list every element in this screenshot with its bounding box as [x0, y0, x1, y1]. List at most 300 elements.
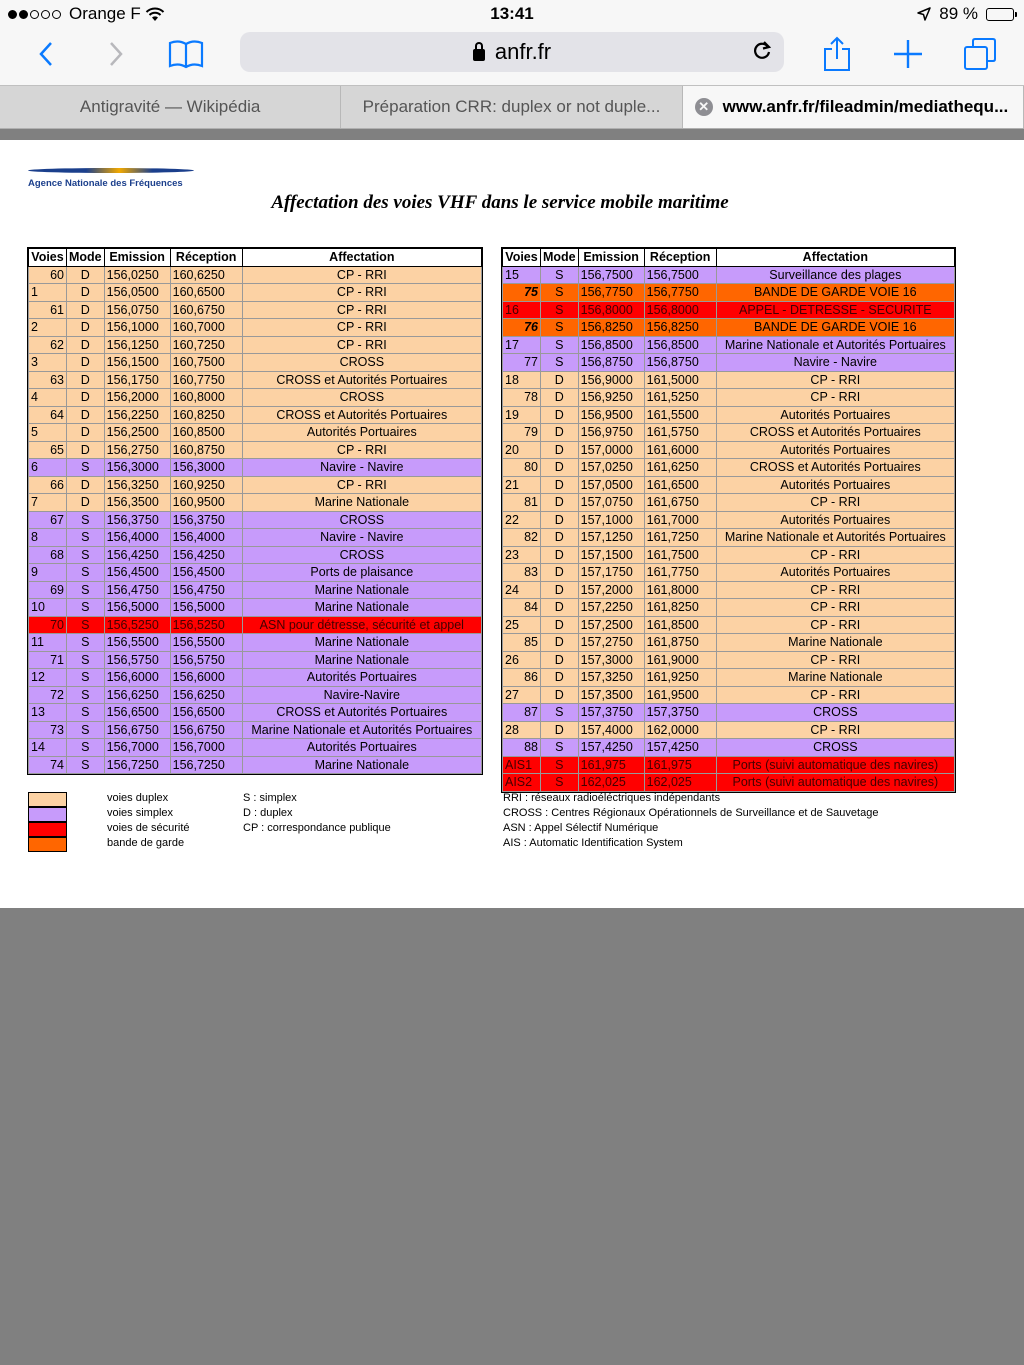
- cell-mode: D: [67, 336, 105, 354]
- table-row: [29, 371, 482, 389]
- cell-affectation: CP - RRI: [716, 371, 954, 389]
- table-row: [503, 494, 955, 512]
- cell-voie: 2: [29, 319, 67, 337]
- table-row: [29, 319, 482, 337]
- legend-swatch-duplex: [28, 792, 67, 807]
- table-row: [29, 476, 482, 494]
- cell-reception: 157,4250: [644, 739, 716, 757]
- cell-affectation: Navire - Navire: [242, 529, 481, 547]
- tab-wikipedia[interactable]: [0, 86, 341, 128]
- cell-reception: 156,6250: [170, 686, 242, 704]
- cell-voie: 83: [503, 564, 541, 582]
- cell-affectation: Autorités Portuaires: [716, 511, 954, 529]
- legend-label: voies duplex: [107, 792, 169, 804]
- cell-affectation: Marine Nationale: [242, 494, 481, 512]
- cell-reception: 156,4250: [170, 546, 242, 564]
- column-header: Emission: [104, 249, 170, 267]
- tabs-overview-button[interactable]: [960, 34, 1000, 74]
- table-row: [29, 564, 482, 582]
- cell-voie: 73: [29, 721, 67, 739]
- cell-emission: 156,1000: [104, 319, 170, 337]
- column-header: Affectation: [242, 249, 481, 267]
- cell-voie: 21: [503, 476, 541, 494]
- table-row: [29, 284, 482, 302]
- table-row: [503, 354, 955, 372]
- cell-voie: 19: [503, 406, 541, 424]
- cell-mode: D: [541, 476, 579, 494]
- cell-affectation: CP - RRI: [716, 581, 954, 599]
- cell-mode: S: [67, 616, 105, 634]
- cell-affectation: Autorités Portuaires: [242, 669, 481, 687]
- chevron-left-icon: [38, 41, 54, 67]
- legend-label: voies simplex: [107, 807, 174, 819]
- abbreviation: CROSS : Centres Régionaux Opérationnels de Surveillance et de Sauvetage: [503, 807, 879, 819]
- cell-voie: 82: [503, 529, 541, 547]
- cell-affectation: Marine Nationale: [716, 669, 954, 687]
- cell-reception: 160,7000: [170, 319, 242, 337]
- cell-reception: 161,5000: [644, 371, 716, 389]
- cell-reception: 160,6250: [170, 266, 242, 284]
- cell-emission: 157,3750: [578, 704, 644, 722]
- table-row: [503, 266, 955, 284]
- cell-emission: 156,7750: [578, 284, 644, 302]
- cell-mode: D: [541, 529, 579, 547]
- cell-reception: 161,7750: [644, 564, 716, 582]
- cell-mode: S: [541, 266, 579, 284]
- cell-mode: D: [541, 406, 579, 424]
- cell-reception: 161,5500: [644, 406, 716, 424]
- cell-emission: 156,8250: [578, 319, 644, 337]
- cell-affectation: CP - RRI: [242, 284, 481, 302]
- table-row: [29, 634, 482, 652]
- mode-legend: D : duplex: [243, 807, 293, 819]
- table-row: [29, 406, 482, 424]
- table-row: [503, 669, 955, 687]
- cell-voie: 65: [29, 441, 67, 459]
- table-row: [503, 511, 955, 529]
- column-header: Affectation: [716, 249, 954, 267]
- cell-affectation: Marine Nationale: [242, 581, 481, 599]
- cell-reception: 161,975: [644, 756, 716, 774]
- table-row: [29, 651, 482, 669]
- cell-mode: S: [541, 354, 579, 372]
- cell-voie: 8: [29, 529, 67, 547]
- cell-mode: D: [67, 389, 105, 407]
- cell-reception: 156,4000: [170, 529, 242, 547]
- cell-affectation: CP - RRI: [716, 546, 954, 564]
- forward-button[interactable]: [96, 34, 136, 74]
- legend-label: voies de sécurité: [107, 822, 190, 834]
- cell-emission: 157,4250: [578, 739, 644, 757]
- cell-affectation: CP - RRI: [242, 441, 481, 459]
- cell-voie: 4: [29, 389, 67, 407]
- cell-mode: S: [541, 739, 579, 757]
- cell-mode: S: [541, 756, 579, 774]
- cell-affectation: Navire - Navire: [716, 354, 954, 372]
- cell-mode: D: [67, 319, 105, 337]
- cell-emission: 156,1500: [104, 354, 170, 372]
- cell-emission: 156,3000: [104, 459, 170, 477]
- cell-affectation: CROSS et Autorités Portuaires: [242, 704, 481, 722]
- share-button[interactable]: [817, 34, 857, 74]
- cell-voie: 5: [29, 424, 67, 442]
- cell-emission: 157,1000: [578, 511, 644, 529]
- cell-voie: 14: [29, 739, 67, 757]
- cell-affectation: APPEL - DETRESSE - SECURITE: [716, 301, 954, 319]
- cell-affectation: Autorités Portuaires: [716, 564, 954, 582]
- tab-title: Antigravité — Wikipédia: [79, 97, 261, 116]
- cell-mode: D: [541, 564, 579, 582]
- cell-emission: 157,0500: [578, 476, 644, 494]
- cell-affectation: Surveillance des plages: [716, 266, 954, 284]
- cell-mode: S: [67, 581, 105, 599]
- cell-affectation: Marine Nationale: [242, 599, 481, 617]
- cell-emission: 156,5000: [104, 599, 170, 617]
- cell-mode: S: [541, 704, 579, 722]
- cell-voie: 78: [503, 389, 541, 407]
- cell-affectation: CROSS: [242, 354, 481, 372]
- cell-emission: 156,7250: [104, 756, 170, 774]
- cell-emission: 156,1250: [104, 336, 170, 354]
- logo-text: Agence Nationale des Fréquences: [28, 178, 183, 189]
- table-row: [29, 616, 482, 634]
- table-row: [503, 546, 955, 564]
- cell-affectation: CROSS et Autorités Portuaires: [242, 371, 481, 389]
- cell-reception: 156,4500: [170, 564, 242, 582]
- table-row: [503, 319, 955, 337]
- cell-mode: D: [67, 371, 105, 389]
- cell-affectation: CP - RRI: [242, 319, 481, 337]
- new-tab-button[interactable]: [888, 34, 928, 74]
- cell-voie: 68: [29, 546, 67, 564]
- cell-mode: S: [541, 284, 579, 302]
- cell-voie: 79: [503, 424, 541, 442]
- cell-reception: 156,6500: [170, 704, 242, 722]
- cell-voie: 69: [29, 581, 67, 599]
- cell-reception: 161,9000: [644, 651, 716, 669]
- abbreviation: AIS : Automatic Identification System: [503, 837, 683, 849]
- table-row: [503, 721, 955, 739]
- table-row: [503, 599, 955, 617]
- cell-reception: 160,9500: [170, 494, 242, 512]
- cell-voie: 1: [29, 284, 67, 302]
- channels-table-right: [502, 248, 955, 792]
- cell-voie: 77: [503, 354, 541, 372]
- cell-affectation: Marine Nationale: [716, 634, 954, 652]
- cell-mode: S: [67, 686, 105, 704]
- column-header: Voies: [29, 249, 67, 267]
- cell-mode: D: [541, 581, 579, 599]
- cell-voie: 12: [29, 669, 67, 687]
- cell-reception: 156,8500: [644, 336, 716, 354]
- legend-swatch-securite: [28, 822, 67, 837]
- cell-emission: 157,2000: [578, 581, 644, 599]
- cell-voie: 28: [503, 721, 541, 739]
- cell-reception: 161,6250: [644, 459, 716, 477]
- cell-reception: 161,8750: [644, 634, 716, 652]
- cell-affectation: CP - RRI: [716, 721, 954, 739]
- cell-affectation: Marine Nationale: [242, 651, 481, 669]
- cell-affectation: CP - RRI: [242, 336, 481, 354]
- cell-mode: D: [541, 686, 579, 704]
- table-row: [29, 354, 482, 372]
- cell-emission: 157,3000: [578, 651, 644, 669]
- cell-mode: S: [67, 651, 105, 669]
- table-row: [503, 301, 955, 319]
- cell-reception: 156,3000: [170, 459, 242, 477]
- cell-emission: 156,8500: [578, 336, 644, 354]
- url-text: anfr.fr: [494, 39, 552, 64]
- cell-emission: 157,0000: [578, 441, 644, 459]
- cell-emission: 162,025: [578, 774, 644, 792]
- cell-mode: S: [67, 669, 105, 687]
- cell-voie: 24: [503, 581, 541, 599]
- cell-emission: 156,4500: [104, 564, 170, 582]
- cell-affectation: ASN pour détresse, sécurité et appel: [242, 616, 481, 634]
- cell-emission: 156,7000: [104, 739, 170, 757]
- cell-emission: 157,3500: [578, 686, 644, 704]
- cell-affectation: CROSS et Autorités Portuaires: [242, 406, 481, 424]
- tab-anfr[interactable]: [683, 86, 1024, 128]
- close-tab-icon[interactable]: ✕: [695, 98, 713, 116]
- cell-affectation: Navire-Navire: [242, 686, 481, 704]
- battery-percentage: 89 %: [939, 4, 978, 23]
- cell-reception: 156,6000: [170, 669, 242, 687]
- cell-mode: D: [541, 721, 579, 739]
- cell-reception: 156,8750: [644, 354, 716, 372]
- cell-affectation: CROSS et Autorités Portuaires: [716, 424, 954, 442]
- table-row: [29, 599, 482, 617]
- cell-mode: S: [541, 336, 579, 354]
- cell-mode: D: [67, 301, 105, 319]
- cell-mode: D: [541, 441, 579, 459]
- cell-emission: 156,3500: [104, 494, 170, 512]
- cell-emission: 156,2250: [104, 406, 170, 424]
- cell-reception: 156,5000: [170, 599, 242, 617]
- cell-reception: 161,7000: [644, 511, 716, 529]
- cell-emission: 157,3250: [578, 669, 644, 687]
- tab-crr[interactable]: [341, 86, 682, 128]
- cell-reception: 160,9250: [170, 476, 242, 494]
- table-row: [503, 476, 955, 494]
- table-row: [29, 389, 482, 407]
- cell-voie: 70: [29, 616, 67, 634]
- cell-reception: 161,9500: [644, 686, 716, 704]
- cell-reception: 160,8250: [170, 406, 242, 424]
- table-row: [29, 581, 482, 599]
- anfr-logo: [28, 164, 194, 189]
- cell-mode: S: [67, 564, 105, 582]
- cell-voie: 72: [29, 686, 67, 704]
- cell-affectation: Marine Nationale: [242, 756, 481, 774]
- cell-mode: S: [67, 739, 105, 757]
- tab-title: Préparation CRR: duplex or not duple...: [362, 97, 661, 116]
- cell-mode: D: [541, 389, 579, 407]
- cell-voie: 23: [503, 546, 541, 564]
- chevron-right-icon: [108, 41, 124, 67]
- cell-affectation: Ports de plaisance: [242, 564, 481, 582]
- cell-emission: 156,3250: [104, 476, 170, 494]
- mode-legend: CP : correspondance publique: [243, 822, 391, 834]
- cell-reception: 160,6750: [170, 301, 242, 319]
- cell-reception: 160,8000: [170, 389, 242, 407]
- cell-voie: 10: [29, 599, 67, 617]
- cell-mode: D: [541, 634, 579, 652]
- cell-reception: 156,8250: [644, 319, 716, 337]
- abbreviation: RRI : réseaux radioéléctriques indépendants: [503, 792, 721, 804]
- cell-reception: 156,8000: [644, 301, 716, 319]
- cell-reception: 156,7500: [644, 266, 716, 284]
- cell-affectation: CROSS et Autorités Portuaires: [716, 459, 954, 477]
- cell-emission: 157,0750: [578, 494, 644, 512]
- cell-mode: D: [541, 599, 579, 617]
- cell-affectation: Navire - Navire: [242, 459, 481, 477]
- cell-mode: S: [67, 756, 105, 774]
- cell-emission: 157,1500: [578, 546, 644, 564]
- cell-reception: 160,8500: [170, 424, 242, 442]
- cell-mode: D: [541, 371, 579, 389]
- cell-reception: 160,7500: [170, 354, 242, 372]
- tab-bar: [0, 85, 1024, 129]
- cell-mode: S: [67, 634, 105, 652]
- cell-emission: 157,2250: [578, 599, 644, 617]
- cell-reception: 156,7250: [170, 756, 242, 774]
- cell-voie: 20: [503, 441, 541, 459]
- logo-swoosh-icon: [28, 164, 194, 178]
- cell-mode: D: [541, 511, 579, 529]
- table-row: [503, 651, 955, 669]
- table-row: [503, 389, 955, 407]
- cell-emission: 156,2000: [104, 389, 170, 407]
- cell-voie: 9: [29, 564, 67, 582]
- cell-emission: 156,6000: [104, 669, 170, 687]
- cell-affectation: Autorités Portuaires: [716, 406, 954, 424]
- location-arrow-icon: [917, 7, 931, 21]
- cell-voie: 17: [503, 336, 541, 354]
- cell-mode: S: [67, 599, 105, 617]
- cell-voie: 61: [29, 301, 67, 319]
- cell-mode: D: [67, 354, 105, 372]
- status-bar: [0, 0, 1024, 28]
- cell-affectation: Marine Nationale et Autorités Portuaires: [716, 529, 954, 547]
- table-row: [29, 546, 482, 564]
- cell-emission: 156,9750: [578, 424, 644, 442]
- cell-mode: D: [67, 406, 105, 424]
- column-header: Emission: [578, 249, 644, 267]
- cell-mode: D: [67, 266, 105, 284]
- cell-mode: S: [67, 459, 105, 477]
- cell-affectation: CROSS: [716, 704, 954, 722]
- table-row: [29, 494, 482, 512]
- address-bar[interactable]: [240, 32, 784, 72]
- tabs-icon: [963, 37, 997, 71]
- cell-emission: 156,6500: [104, 704, 170, 722]
- cell-affectation: CROSS: [716, 739, 954, 757]
- cell-voie: 66: [29, 476, 67, 494]
- table-row: [503, 406, 955, 424]
- cell-voie: 62: [29, 336, 67, 354]
- column-header: Voies: [503, 249, 541, 267]
- cell-mode: S: [541, 301, 579, 319]
- cell-reception: 156,7000: [170, 739, 242, 757]
- cell-emission: 157,2500: [578, 616, 644, 634]
- cell-emission: 157,4000: [578, 721, 644, 739]
- cell-voie: 27: [503, 686, 541, 704]
- cell-reception: 156,5750: [170, 651, 242, 669]
- reload-button[interactable]: [752, 39, 772, 68]
- cell-voie: 13: [29, 704, 67, 722]
- document-title: Affectation des voies VHF dans le service mobile maritime: [271, 192, 729, 213]
- table-row: [29, 704, 482, 722]
- cell-voie: AIS2: [503, 774, 541, 792]
- cell-affectation: Autorités Portuaires: [242, 739, 481, 757]
- cell-affectation: BANDE DE GARDE VOIE 16: [716, 319, 954, 337]
- cell-mode: S: [67, 546, 105, 564]
- cell-affectation: CROSS: [242, 546, 481, 564]
- table-row: [29, 511, 482, 529]
- cell-emission: 156,4250: [104, 546, 170, 564]
- cell-affectation: BANDE DE GARDE VOIE 16: [716, 284, 954, 302]
- cell-voie: 11: [29, 634, 67, 652]
- document-page: [0, 140, 1024, 908]
- tab-title: www.anfr.fr/fileadmin/mediathequ...: [722, 97, 1009, 116]
- cell-mode: S: [67, 721, 105, 739]
- cell-emission: 156,4000: [104, 529, 170, 547]
- cell-affectation: CP - RRI: [242, 301, 481, 319]
- cell-mode: S: [541, 774, 579, 792]
- cell-reception: 161,8000: [644, 581, 716, 599]
- back-button[interactable]: [26, 34, 66, 74]
- cell-mode: D: [541, 651, 579, 669]
- cell-reception: 157,3750: [644, 704, 716, 722]
- table-row: [503, 459, 955, 477]
- table-row: [29, 424, 482, 442]
- cell-affectation: CROSS: [242, 389, 481, 407]
- legend-swatch-garde: [28, 837, 67, 852]
- cell-voie: 80: [503, 459, 541, 477]
- cell-emission: 156,0500: [104, 284, 170, 302]
- table-row: [503, 704, 955, 722]
- table-row: [503, 284, 955, 302]
- cell-voie: 76: [503, 319, 541, 337]
- cell-emission: 157,1250: [578, 529, 644, 547]
- table-row: [503, 424, 955, 442]
- cell-voie: 64: [29, 406, 67, 424]
- cell-voie: 67: [29, 511, 67, 529]
- table-row: [503, 529, 955, 547]
- cell-voie: 25: [503, 616, 541, 634]
- cell-reception: 162,025: [644, 774, 716, 792]
- cell-reception: 156,7750: [644, 284, 716, 302]
- cell-emission: 156,0750: [104, 301, 170, 319]
- cell-emission: 156,5750: [104, 651, 170, 669]
- page-background: [0, 908, 1024, 1365]
- cell-voie: 7: [29, 494, 67, 512]
- cell-mode: D: [541, 546, 579, 564]
- table-row: [503, 581, 955, 599]
- table-row: [503, 739, 955, 757]
- cell-emission: 161,975: [578, 756, 644, 774]
- cell-voie: 60: [29, 266, 67, 284]
- table-row: [503, 441, 955, 459]
- cell-reception: 161,8250: [644, 599, 716, 617]
- cell-voie: 63: [29, 371, 67, 389]
- table-row: [29, 266, 482, 284]
- bookmarks-button[interactable]: [166, 34, 206, 74]
- cell-mode: S: [541, 319, 579, 337]
- share-icon: [823, 36, 851, 72]
- cell-affectation: CP - RRI: [716, 651, 954, 669]
